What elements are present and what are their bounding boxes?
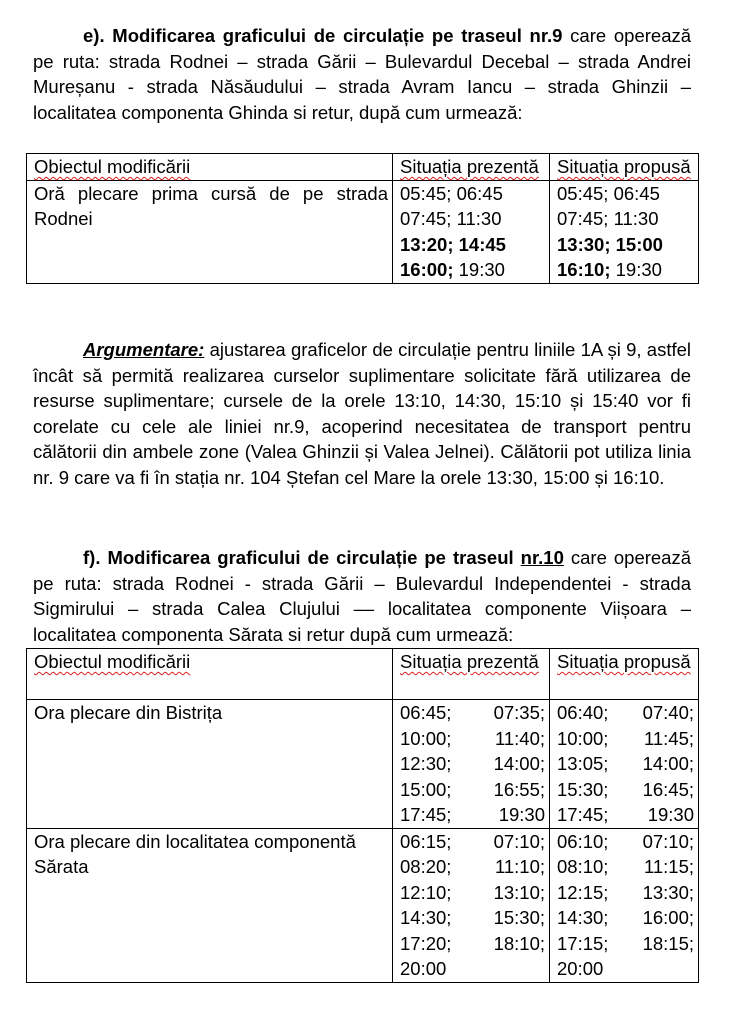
header-current: Situația prezentă <box>393 649 550 700</box>
table-f <box>26 648 699 983</box>
current-times: 05:45; 06:45 07:45; 11:30 13:20; 14:45 16:00; 19:30 <box>393 180 550 283</box>
table-row <box>27 180 699 283</box>
table-row <box>27 828 699 982</box>
row-label: Oră plecare prima cursă de pe strada Rodnei <box>27 180 393 283</box>
table-row <box>27 700 699 829</box>
row-label: Ora plecare din Bistrița <box>27 700 393 829</box>
row-label: Ora plecare din localitatea componentă Sărata <box>27 828 393 982</box>
proposed-times: 05:45; 06:45 07:45; 11:30 13:30; 15:00 16:10; 19:30 <box>550 180 699 283</box>
argument-paragraph <box>33 337 691 490</box>
header-proposed: Situația propusă <box>550 154 699 181</box>
section-f-heading: f). Modificarea graficului de circulație pe traseul <box>83 547 514 568</box>
header-object: Obiectul modificării <box>27 649 393 700</box>
argument-text: ajustarea graficelor de circulație pentru liniile 1A și 9, astfel încât să permită realizarea curselor suplimentare solicitate fără utilizarea de resurse suplimentare; cursele de la orele 13:10, 14:30, 15:10 și 15:40 vor fi corelate cu cele ale liniei nr.9, acoperind necesitatea de transport pentru călătorii din ambele zone (Valea Ghinzii și Valea Jelnei). Călătorii pot utiliza linia nr. 9 care va fi în stația nr. 104 Ștefan cel Mare la orele 13:30, 15:00 și 16:10. <box>33 339 691 488</box>
table-header-row <box>27 649 699 700</box>
header-proposed: Situația propusă <box>550 649 699 700</box>
section-e-heading: e). Modificarea graficului de circulație pe traseul nr.9 <box>83 25 563 46</box>
section-e-paragraph: e). Modificarea graficului de circulație pe traseul nr.9 care operează pe ruta: strada Rodnei – strada Gării – Bulevardul Decebal – strada Andrei Mureșanu - strada Năsăudului – strada Avram Iancu – strada Ghinzii – localitatea componenta Ghinda si retur, după cum urmează: <box>33 25 692 123</box>
proposed-times: 06:10; 07:10; 08:10; 11:15; 12:15; 13:30; 14:30; 16:00; 17:15; 18:15; 20:00 <box>550 828 699 982</box>
table-e <box>26 153 699 284</box>
header-object: Obiectul modificării <box>27 154 393 181</box>
current-times: 06:15; 07:10; 08:20; 11:10; 12:10; 13:10; 14:30; 15:30; 17:20; 18:10; 20:00 <box>393 828 550 982</box>
current-times: 06:45; 07:35; 10:00; 11:40; 12:30; 14:00; 15:00; 16:55; 17:45; 19:30 <box>393 700 550 829</box>
argument-title: Argumentare: <box>83 339 205 360</box>
proposed-times: 06:40; 07:40; 10:00; 11:45; 13:05; 14:00; 15:30; 16:45; 17:45; 19:30 <box>550 700 699 829</box>
table-header-row <box>27 154 699 181</box>
section-f-paragraph: f). Modificarea graficului de circulație pe traseul nr.10 care operează pe ruta: strada Rodnei - strada Gării – Bulevardul Independentei - strada Sigmirului – strada Calea Clujului –– localitatea componente Viișoara – localitatea componenta Sărata si retur după cum urmează: <box>33 547 692 645</box>
header-current: Situația prezentă <box>393 154 550 181</box>
